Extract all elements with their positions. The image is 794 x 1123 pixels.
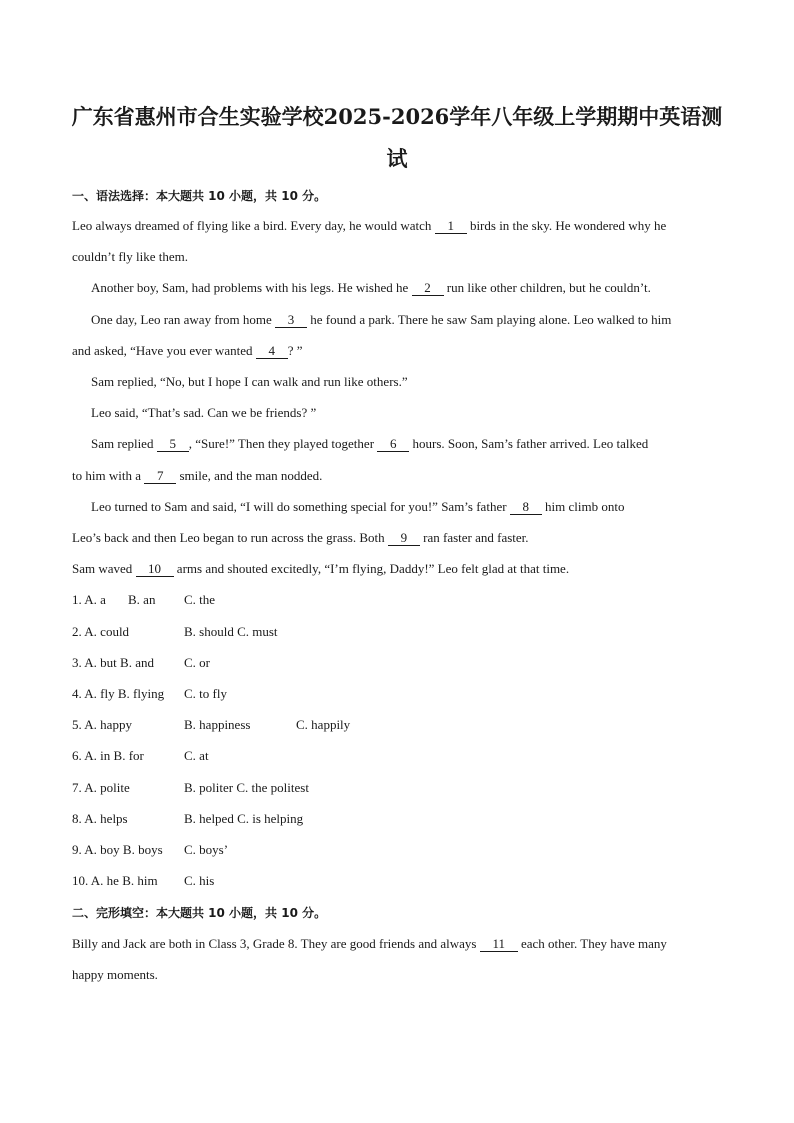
document-title-line-2: 试 [386, 146, 408, 171]
passage-text: Leo’s back and then Leo began to run across the grass. Both [72, 530, 388, 545]
section-2-heading: 二、完形填空：本大题共 10 小题，共 10 分。 [72, 906, 327, 920]
passage-text: Billy and Jack are both in Class 3, Grade 8. They are good friends and always [72, 936, 480, 951]
blank-7: 7 [144, 469, 176, 484]
passage-line [72, 467, 322, 485]
passage-line [72, 529, 529, 547]
blank-4: 4 [256, 344, 288, 359]
option-10-a: 10. A. he B. him [72, 873, 158, 888]
passage-line [91, 435, 648, 453]
blank-11: 11 [480, 937, 518, 952]
option-2-b: B. should C. must [184, 624, 278, 639]
passage-text: arms and shouted excitedly, “I’m flying, Daddy!” Leo felt glad at that time. [173, 561, 570, 576]
passage-line [72, 217, 666, 235]
option-1-c: C. the [184, 592, 216, 607]
option-5-c: C. happily [296, 717, 351, 732]
passage-text: each other. They have many [517, 936, 667, 951]
blank-5: 5 [157, 437, 189, 452]
passage-line: couldn’t fly like them. [72, 249, 189, 264]
passage-line: Leo said, “That’s sad. Can we be friends? ” [91, 405, 317, 420]
option-5-b: B. happiness [184, 717, 251, 732]
option-6-b: C. at [184, 748, 209, 763]
passage-text: Another boy, Sam, had problems with his legs. He wished he [91, 280, 412, 295]
passage-text: hours. Soon, Sam’s father arrived. Leo talked [409, 436, 649, 451]
option-6-a: 6. A. in B. for [72, 748, 144, 763]
passage-text: Leo always dreamed of flying like a bird. Every day, he would watch [72, 218, 435, 233]
option-8-a: 8. A. helps [72, 811, 128, 826]
passage-line [91, 279, 651, 297]
passage-line [91, 498, 625, 516]
passage-text: birds in the sky. He wondered why he [466, 218, 667, 233]
option-9-a: 9. A. boy B. boys [72, 842, 163, 857]
document-title-line-1: 广东省惠州市合生实验学校2025-2026学年八年级上学期期中英语测 [71, 104, 723, 129]
option-5-a: 5. A. happy [72, 717, 132, 732]
passage-text: , “Sure!” Then they played together [188, 436, 378, 451]
passage-line [72, 935, 667, 953]
passage-text: to him with a [72, 468, 145, 483]
passage-line: Sam replied, “No, but I hope I can walk and run like others.” [91, 374, 408, 389]
option-4-a: 4. A. fly B. flying [72, 686, 165, 701]
section-1-heading: 一、语法选择：本大题共 10 小题，共 10 分。 [72, 189, 327, 203]
blank-9: 9 [388, 531, 420, 546]
passage-text: and asked, “Have you ever wanted [72, 343, 256, 358]
option-10-b: C. his [184, 873, 215, 888]
passage-line [72, 560, 569, 578]
option-3-a: 3. A. but B. and [72, 655, 154, 670]
passage-text: him climb onto [541, 499, 625, 514]
option-1-b: B. an [128, 592, 156, 607]
option-9-b: C. boys’ [184, 842, 229, 857]
passage-line: happy moments. [72, 967, 158, 982]
passage-text: One day, Leo ran away from home [91, 312, 275, 327]
option-2-a: 2. A. could [72, 624, 130, 639]
passage-text: Leo turned to Sam and said, “I will do something special for you!” Sam’s father [91, 499, 510, 514]
blank-6: 6 [377, 437, 409, 452]
passage-text: run like other children, but he couldn’t. [443, 280, 651, 295]
passage-text: ? ” [287, 343, 303, 358]
option-4-b: C. to fly [184, 686, 227, 701]
option-8-b: B. helped C. is helping [184, 811, 304, 826]
passage-text: smile, and the man nodded. [176, 468, 323, 483]
blank-8: 8 [510, 500, 542, 515]
passage-line [72, 342, 303, 360]
blank-3: 3 [275, 313, 307, 328]
passage-text: ran faster and faster. [419, 530, 529, 545]
option-7-a: 7. A. polite [72, 780, 130, 795]
option-7-b: B. politer C. the politest [184, 780, 309, 795]
blank-10: 10 [136, 562, 174, 577]
option-3-b: C. or [184, 655, 210, 670]
passage-text: Sam waved [72, 561, 136, 576]
blank-2: 2 [412, 281, 444, 296]
passage-text: he found a park. There he saw Sam playing alone. Leo walked to him [306, 312, 672, 327]
passage-text: Sam replied [91, 436, 157, 451]
passage-line [91, 311, 671, 329]
option-1-a: 1. A. a [72, 592, 106, 607]
blank-1: 1 [435, 219, 467, 234]
